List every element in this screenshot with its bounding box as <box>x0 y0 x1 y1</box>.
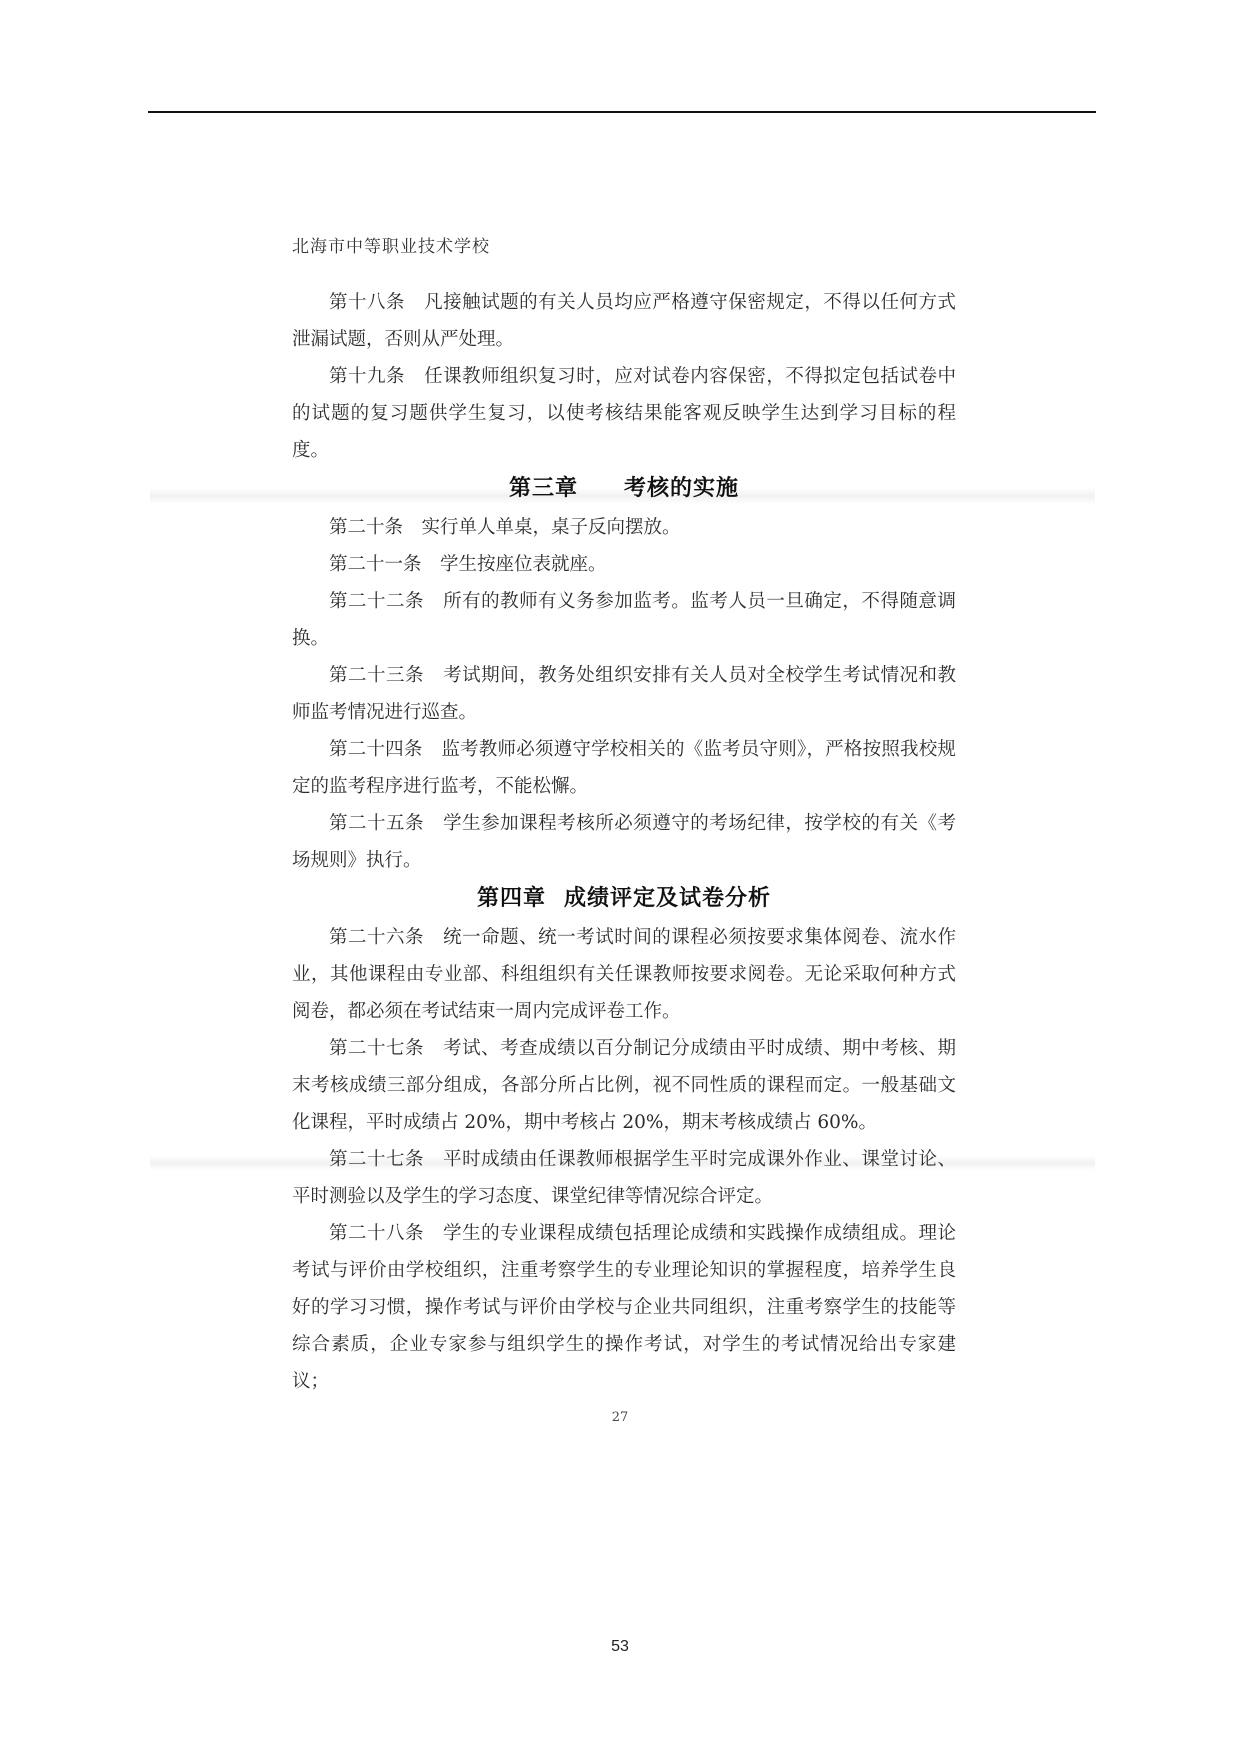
chapter-heading <box>292 469 956 509</box>
body-text <box>292 284 956 1400</box>
page-number: 53 <box>611 1638 629 1655</box>
header-rule <box>148 111 1096 113</box>
paragraph: 第二十七条 考试、考查成绩以百分制记分成绩由平时成绩、期中考核、期末考核成绩三部分组成，各部分所占比例，视不同性质的课程而定。一般基础文化课程，平时成绩占 20%，期中考核占 20%，期末考核成绩占 60%。 <box>292 1038 956 1133</box>
chapter-number: 第三章 <box>508 476 578 501</box>
paragraph: 第二十五条 学生参加课程考核所必须遵守的考场纪律，按学校的有关《考场规则》执行。 <box>292 813 956 871</box>
paragraph: 第二十二条 所有的教师有义务参加监考。监考人员一旦确定，不得随意调换。 <box>292 591 956 649</box>
inner-page-number: 27 <box>611 1410 629 1425</box>
paragraph: 第二十三条 考试期间，教务处组织安排有关人员对全校学生考试情况和教师监考情况进行巡查。 <box>292 665 956 723</box>
paragraph: 第二十八条 学生的专业课程成绩包括理论成绩和实践操作成绩组成。理论考试与评价由学校组织，注重考察学生的专业理论知识的掌握程度，培养学生良好的学习习惯，操作考试与评价由学校与企业共同组织，注重考察学生的技能等综合素质，企业专家参与组织学生的操作考试，对学生的考试情况给出专家建议； <box>292 1223 956 1392</box>
paragraph: 第二十四条 监考教师必须遵守学校相关的《监考员守则》，严格按照我校规定的监考程序进行监考，不能松懈。 <box>292 739 956 797</box>
chapter-heading <box>292 879 956 919</box>
paragraph: 第二十七条 平时成绩由任课教师根据学生平时完成课外作业、课堂讨论、平时测验以及学生的学习态度、课堂纪律等情况综合评定。 <box>292 1149 956 1207</box>
school-name: 北海市中等职业技术学校 <box>292 237 490 257</box>
paragraph: 第二十一条 学生按座位表就座。 <box>329 554 607 575</box>
paragraph: 第十八条 凡接触试题的有关人员均应严格遵守保密规定，不得以任何方式泄漏试题，否则从严处理。 <box>292 292 956 350</box>
paragraph: 第二十条 实行单人单桌，桌子反向摆放。 <box>329 517 681 538</box>
chapter-title: 成绩评定及试卷分析 <box>564 886 772 911</box>
paragraph: 第二十六条 统一命题、统一考试时间的课程必须按要求集体阅卷、流水作业，其他课程由专业部、科组组织有关任课教师按要求阅卷。无论采取何种方式阅卷，都必须在考试结束一周内完成评卷工作。 <box>292 927 956 1022</box>
chapter-number: 第四章 <box>476 886 546 911</box>
paragraph: 第十九条 任课教师组织复习时，应对试卷内容保密，不得拟定包括试卷中的试题的复习题供学生复习，以使考核结果能客观反映学生达到学习目标的程度。 <box>292 366 956 461</box>
chapter-title: 考核的实施 <box>624 476 740 501</box>
